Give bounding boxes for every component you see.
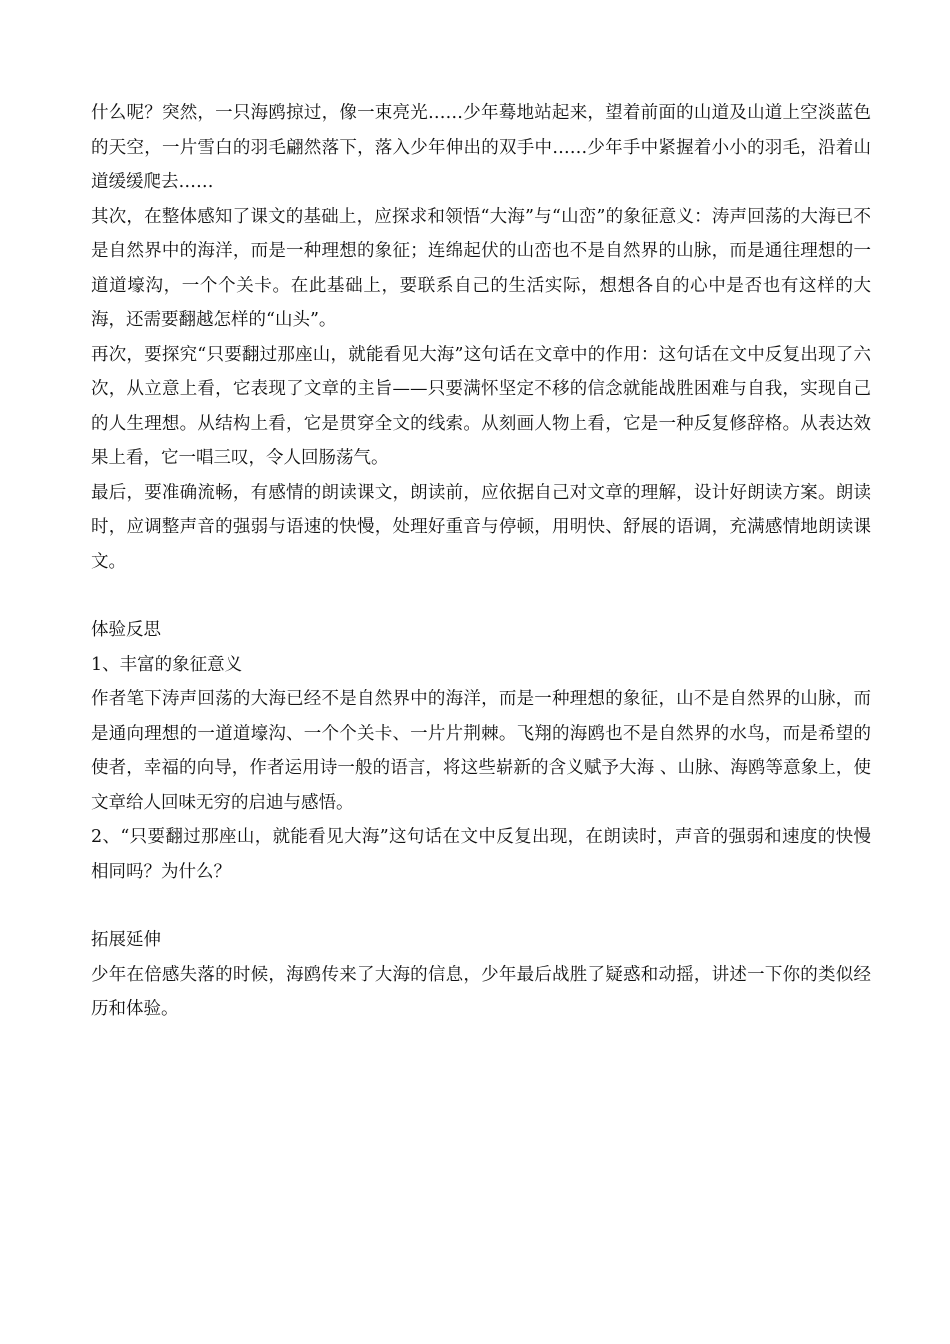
- paragraph-key-sentence: 再次，要探究“只要翻过那座山，就能看见大海”这句话在文章中的作用：这句话在文中反复出现了六次，从立意上看，它表现了文章的主旨——只要满怀坚定不移的信念就能战胜困难与自我，实现自己的人生理想。从结构上看，它是贯穿全文的线索。从刻画人物上看，它是一种反复修辞格。从表达效果上看，它一唱三叹，令人回肠荡气。: [91, 344, 871, 468]
- reflection-item2: 2、“只要翻过那座山，就能看见大海”这句话在文中反复出现，在朗读时，声音的强弱和速度的快慢相同吗？为什么？: [91, 827, 871, 882]
- paragraph-opening: 什么呢？突然，一只海鸥掠过，像一束亮光……少年蓦地站起来，望着前面的山道及山道上空淡蓝色的天空，一片雪白的羽毛翩然落下，落入少年伸出的双手中……少年手中紧握着小小的羽毛，沿着山道缓缓爬去……: [91, 103, 871, 192]
- reflection-heading: 体验反思: [91, 620, 161, 640]
- section-spacer: [91, 579, 871, 613]
- extension-body: 少年在倍感失落的时候，海鸥传来了大海的信息，少年最后战胜了疑惑和动摇，讲述一下你的类似经历和体验。: [91, 964, 871, 1019]
- reflection-item1-title: 1、丰富的象征意义: [91, 654, 243, 675]
- paragraph-reading-aloud: 最后，要准确流畅，有感情的朗读课文，朗读前，应依据自己对文章的理解，设计好朗读方案。朗读时，应调整声音的强弱与语速的快慢，处理好重音与停顿，用明快、舒展的语调，充满感情地朗读课文。: [91, 482, 871, 572]
- extension-heading: 拓展延伸: [91, 930, 161, 950]
- reflection-item1-body: 作者笔下涛声回荡的大海已经不是自然界中的海洋，而是一种理想的象征，山不是自然界的山脉，而是通向理想的一道道壕沟、一个个关卡、一片片荆棘。飞翔的海鸥也不是自然界的水鸟，而是希望的使者，幸福的向导，作者运用诗一般的语言，将这些崭新的含义赋予大海 、山脉、海鸥等意象上，使文章给人回味无穷的启迪与感悟。: [91, 689, 871, 813]
- section-spacer: [91, 889, 871, 923]
- document-page: [91, 96, 871, 1027]
- paragraph-symbolism: 其次，在整体感知了课文的基础上，应探求和领悟“大海”与“山峦”的象征意义：涛声回荡的大海已不是自然界中的海洋，而是一种理想的象征；连绵起伏的山峦也不是自然界的山脉，而是通往理想的一道道壕沟，一个个关卡。在此基础上，要联系自己的生活实际，想想各自的心中是否也有这样的大海，还需要翻越怎样的“山头”。: [91, 206, 871, 330]
